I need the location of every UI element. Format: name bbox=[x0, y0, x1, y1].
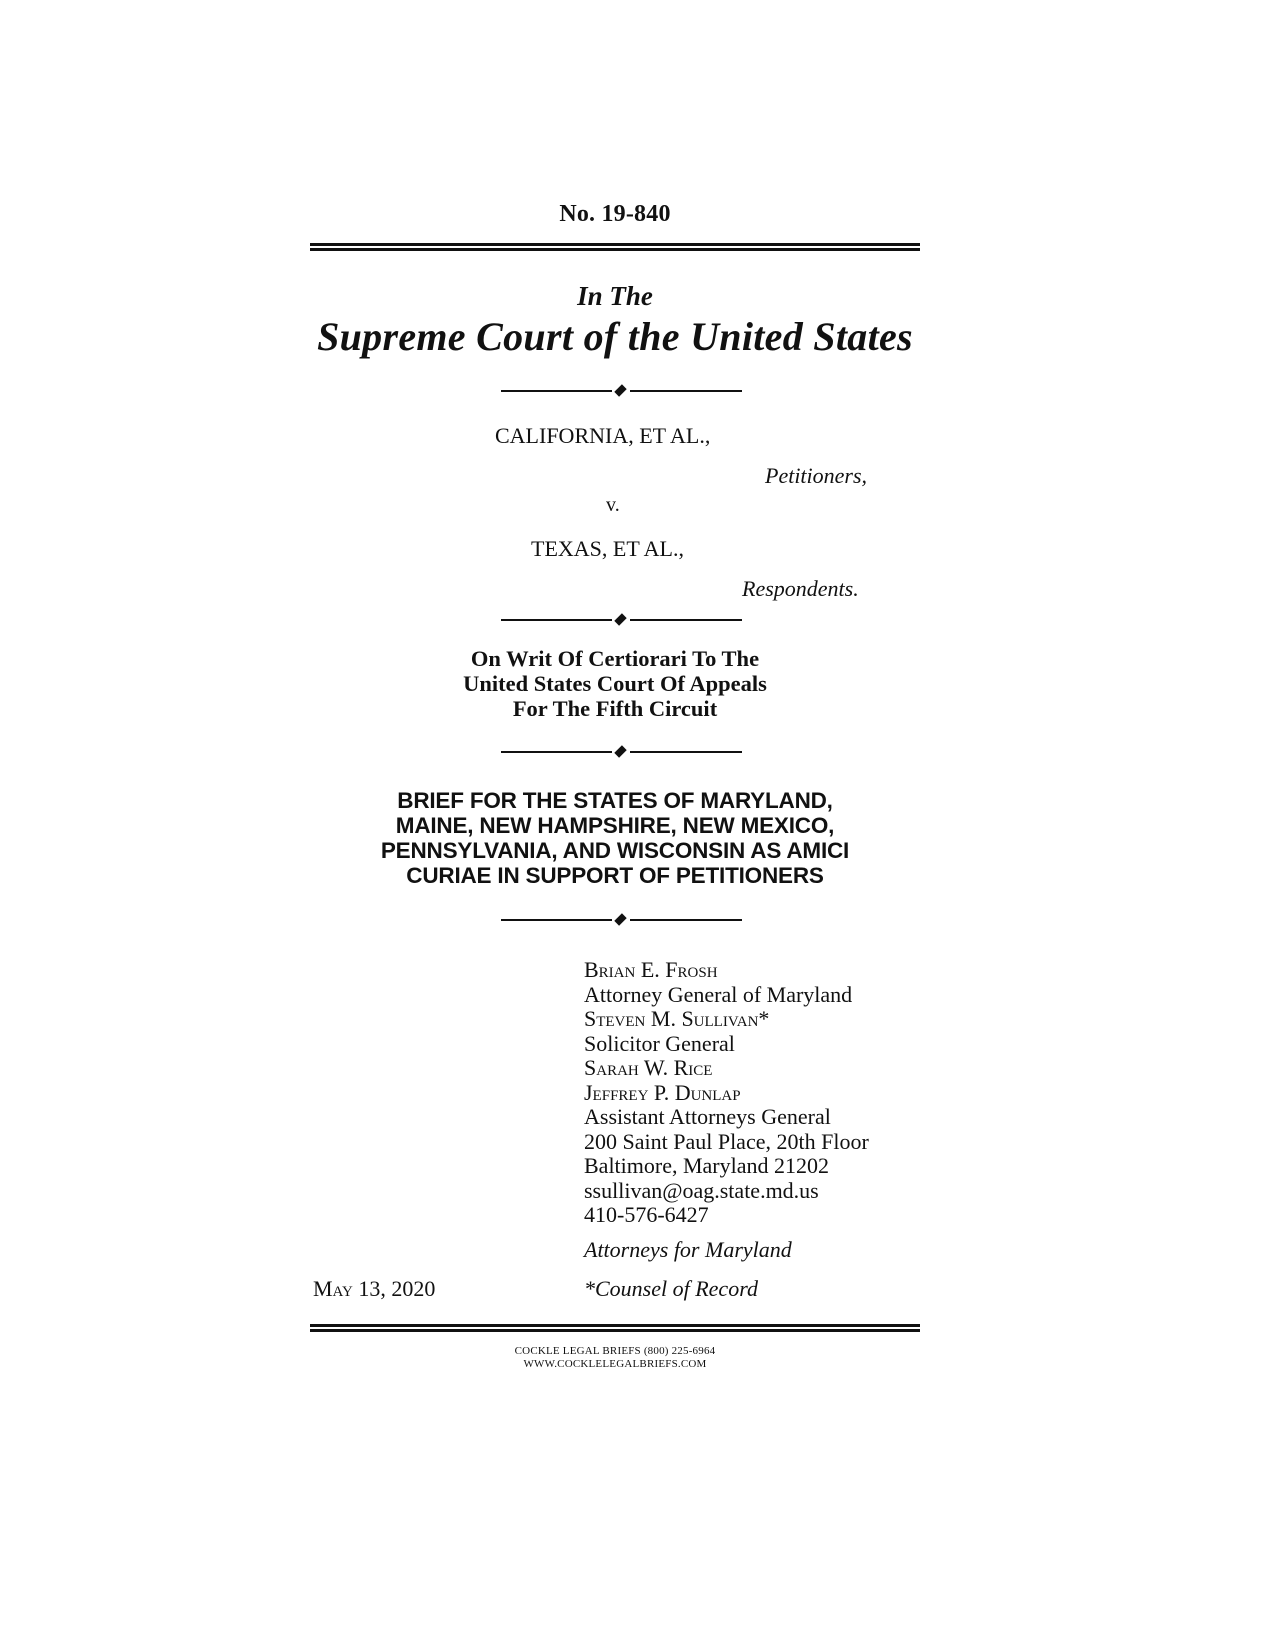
separator-diamond-4 bbox=[501, 912, 742, 928]
respondent-role: Respondents. bbox=[742, 576, 859, 601]
printer-footer bbox=[310, 1345, 920, 1371]
separator-diamond-3 bbox=[501, 744, 742, 760]
counsel-phone: 410-576-6427 bbox=[584, 1202, 709, 1227]
petitioner-name: CALIFORNIA, ET AL., bbox=[495, 423, 711, 448]
counsel-name-2: Steven M. Sullivan* bbox=[584, 1006, 770, 1031]
separator-diamond-1 bbox=[501, 383, 742, 399]
brief-title-line-3: PENNSYLVANIA, AND WISCONSIN AS AMICI bbox=[380, 838, 850, 863]
counsel-address-2: Baltimore, Maryland 21202 bbox=[584, 1153, 830, 1178]
versus: v. bbox=[606, 494, 620, 516]
footer-line-1: COCKLE LEGAL BRIEFS (800) 225-6964 bbox=[514, 1345, 716, 1357]
writ-line-2: United States Court Of Appeals bbox=[463, 671, 767, 696]
diamond-ornament-icon bbox=[614, 384, 626, 396]
writ-heading bbox=[310, 646, 920, 721]
counsel-of-record-note: *Counsel of Record bbox=[584, 1276, 758, 1301]
court-name: Supreme Court of the United States bbox=[317, 314, 913, 359]
counsel-name-3: Sarah W. Rice bbox=[584, 1055, 713, 1080]
counsel-address-1: 200 Saint Paul Place, 20th Floor bbox=[584, 1128, 869, 1154]
bottom-double-rule bbox=[310, 1324, 920, 1332]
writ-line-3: For The Fifth Circuit bbox=[512, 696, 718, 721]
diamond-ornament-icon bbox=[614, 913, 626, 925]
respondent-name: TEXAS, ET AL., bbox=[531, 536, 684, 561]
counsel-block bbox=[584, 958, 869, 1228]
diamond-ornament-icon bbox=[614, 613, 626, 625]
brief-title-line-4: CURIAE IN SUPPORT OF PETITIONERS bbox=[406, 863, 824, 888]
counsel-title-3: Assistant Attorneys General bbox=[584, 1104, 831, 1129]
counsel-name-4: Jeffrey P. Dunlap bbox=[584, 1079, 741, 1105]
counsel-title-1: Attorney General of Maryland bbox=[584, 981, 853, 1007]
court-preamble: In The bbox=[577, 281, 653, 311]
brief-title-line-2: MAINE, NEW HAMPSHIRE, NEW MEXICO, bbox=[395, 813, 835, 838]
separator-diamond-2 bbox=[501, 612, 742, 628]
attorneys-for: Attorneys for Maryland bbox=[584, 1237, 792, 1262]
petitioner-role: Petitioners, bbox=[765, 463, 868, 488]
counsel-name-1: Brian E. Frosh bbox=[584, 957, 718, 982]
counsel-email: ssullivan@oag.state.md.us bbox=[584, 1177, 819, 1203]
writ-line-1: On Writ Of Certiorari To The bbox=[470, 646, 760, 671]
diamond-ornament-icon bbox=[614, 745, 626, 757]
brief-title-line-1: BRIEF FOR THE STATES OF MARYLAND, bbox=[397, 788, 833, 813]
footer-line-2: WWW.COCKLELEGALBRIEFS.COM bbox=[523, 1358, 707, 1370]
counsel-title-2: Solicitor General bbox=[584, 1030, 735, 1056]
brief-title bbox=[310, 788, 920, 888]
filing-date: May 13, 2020 bbox=[313, 1276, 436, 1301]
top-double-rule bbox=[310, 243, 920, 251]
case-number: No. 19-840 bbox=[559, 201, 671, 227]
